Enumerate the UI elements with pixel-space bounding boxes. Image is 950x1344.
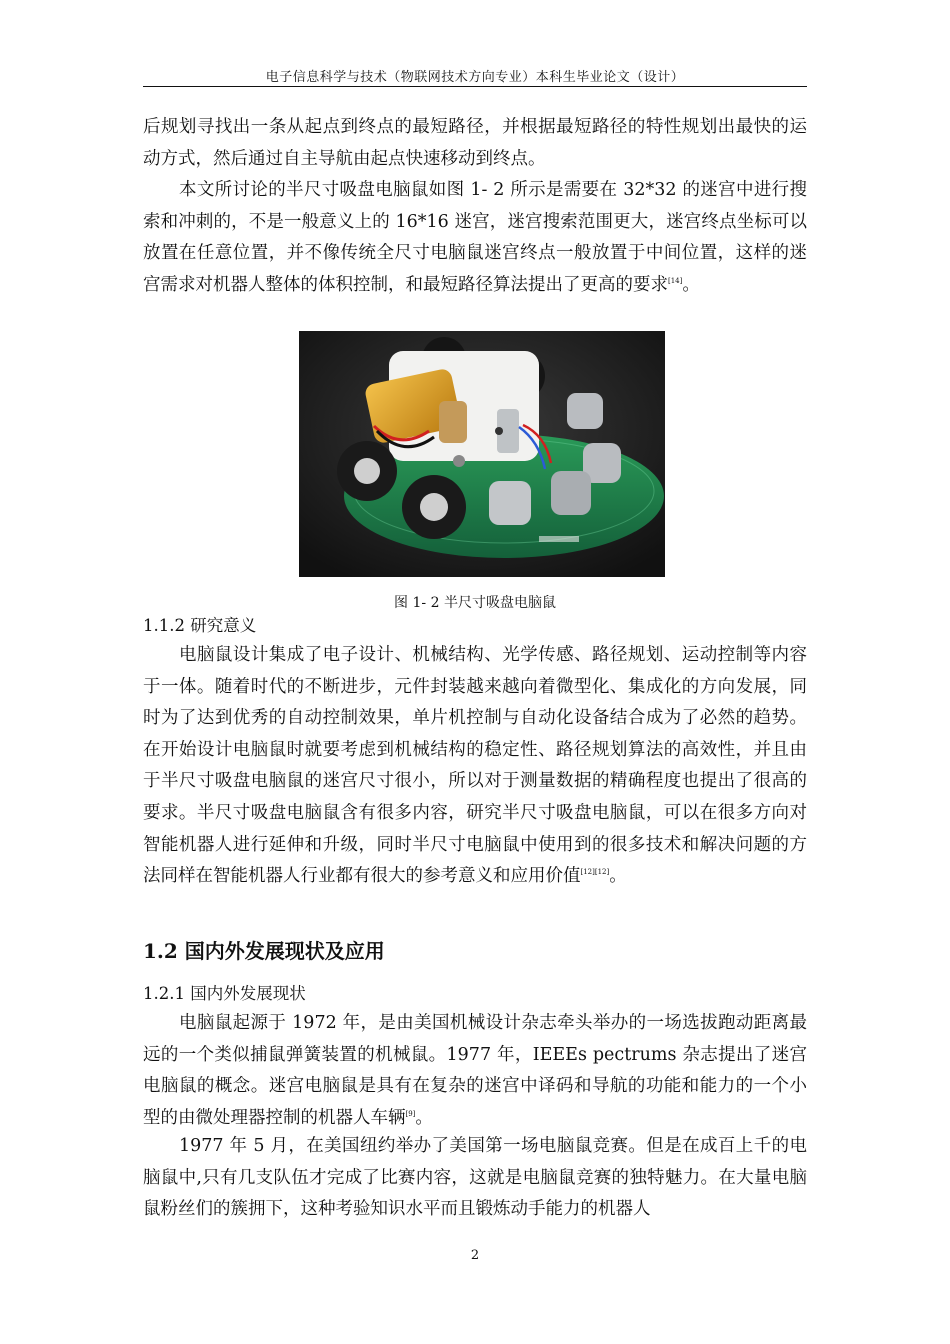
ir-sensor bbox=[567, 393, 603, 429]
paragraph-continuation: 后规划寻找出一条从起点到终点的最短路径，并根据最短路径的特性规划出最快的运动方式，然后通过自主导航由起点快速移动到终点。 bbox=[143, 117, 807, 169]
section-heading-1-1-2: 1.1.2 研究意义 bbox=[143, 616, 257, 635]
citation-ref: [14] bbox=[668, 276, 683, 285]
paragraph-research-significance bbox=[143, 640, 807, 893]
citation-ref: [12][12] bbox=[580, 868, 610, 877]
citation-ref: [9] bbox=[405, 1109, 416, 1118]
paragraph-competition: 1977 年 5 月，在美国纽约举办了美国第一场电脑鼠竞赛。但是在成百上千的电脑鼠中,只有几支队伍才完成了比赛内容，这就是电脑鼠竞赛的独特魅力。在大量电脑鼠粉丝们的簇拥下，这种考验知识水平而且锻炼动手能力的机器人 bbox=[143, 1136, 807, 1220]
paragraph-end: 。 bbox=[609, 866, 627, 887]
paragraph-text: 电脑鼠设计集成了电子设计、机械结构、光学传感、路径规划、运动控制等内容于一体。随着时代的不断进步，元件封装越来越向着微型化、集成化的方向发展，同时为了达到优秀的自动控制效果，单片机控制与自动化设备结合成为了必然的趋势。在开始设计电脑鼠时就要考虑到机械结构的稳定性、路径规划算法的高效性，并且由于半尺寸吸盘电脑鼠的迷宫尺寸很小，所以对于测量数据的精确程度也提出了很高的要求。半尺寸吸盘电脑鼠含有很多内容，研究半尺寸吸盘电脑鼠，可以在很多方向对智能机器人进行延伸和升级，同时半尺寸电脑鼠中使用到的很多技术和解决问题的方法同样在智能机器人行业都有很大的参考意义和应用价值 bbox=[143, 645, 807, 887]
micromouse-illustration bbox=[299, 331, 665, 577]
section-heading-1-2: 1.2 国内外发展现状及应用 bbox=[143, 939, 385, 963]
paragraph-text: 电脑鼠起源于 1972 年，是由美国机械设计杂志牵头举办的一场选拔跑动距离最远的一个类似捕鼠弹簧装置的机械鼠。1977 年，IEEEs pectrums 杂志提出了迷宫电脑鼠的概念。迷宫电脑鼠是具有在复杂的迷宫中译码和导航的功能和能力的一个小型的由微处理器控制的机器人车辆 bbox=[143, 1013, 807, 1128]
micromouse-photo bbox=[299, 331, 665, 577]
paragraph-text: 本文所讨论的半尺寸吸盘电脑鼠如图 1- 2 所示是需要在 32*32 的迷宫中进行搜索和冲刺的，不是一般意义上的 16*16 迷宫，迷宫搜索范围更大，迷宫终点坐标可以放置在任意位置，并不像传统全尺寸电脑鼠迷宫终点一般放置于中间位置，这样的迷宫需求对机器人整体的体积控制，和最短路径算法提出了更高的要求 bbox=[143, 180, 807, 295]
figure-caption: 图 1- 2 半尺寸吸盘电脑鼠 bbox=[394, 595, 556, 611]
paragraph-origin bbox=[143, 1008, 807, 1134]
paragraph-end: 。 bbox=[682, 274, 700, 295]
ir-sensor bbox=[489, 481, 531, 525]
ir-sensor bbox=[551, 471, 591, 515]
page-number: 2 bbox=[470, 1248, 480, 1263]
running-header: 电子信息科学与技术（物联网技术方向专业）本科生毕业论文（设计） bbox=[265, 70, 685, 85]
section-heading-1-2-1: 1.2.1 国内外发展现状 bbox=[143, 984, 306, 1003]
paragraph-end: 。 bbox=[415, 1107, 433, 1128]
motor bbox=[439, 401, 467, 443]
header-rule bbox=[143, 86, 807, 87]
paragraph-maze-requirements bbox=[143, 175, 807, 301]
